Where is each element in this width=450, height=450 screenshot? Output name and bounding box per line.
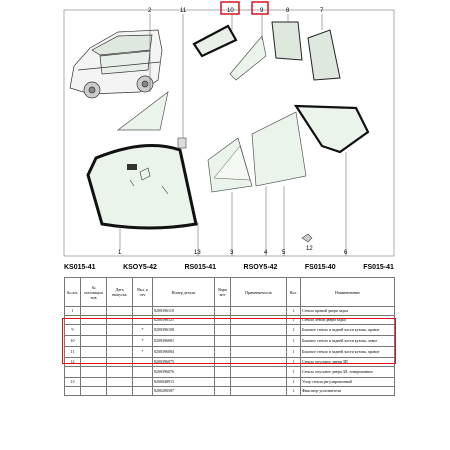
clip-part-13 [302,234,312,242]
model-code: KS015-41 [64,264,96,271]
callout-7: 7 [320,8,324,14]
model-code: FS015-40 [304,264,336,271]
row-name: Фиксатор уплотнителя [301,387,395,396]
callout-2: 2 [148,8,152,14]
row-part-number: 8200396075 [153,358,215,367]
row-position [65,387,81,396]
row-part-number: 8200396084 [153,347,215,358]
callout-9: 9 [260,8,264,14]
tailgate-glass-left [308,30,340,80]
row-quantity: 1 [287,336,301,347]
row-name: Стекло левой двери задка [301,316,395,325]
row-include-mark [133,387,153,396]
row-quantity: 1 [287,358,301,367]
row-name: Боковое стекло в задней части кузова, правое [301,325,395,336]
header-release-date: Дата выпуска [107,278,133,307]
table-row [65,367,395,378]
row-release-date [107,367,133,378]
row-position: 1 [65,307,81,316]
callout-6: 6 [344,250,348,256]
callout-10: 10 [227,8,234,14]
tailgate-glass-right [272,22,302,60]
model-code: RS015-41 [184,264,216,271]
row-position: 9 [65,325,81,336]
row-name: Стекло правой двери задка [301,307,395,316]
row-position: 13 [65,378,81,387]
callout-12: 12 [306,246,313,252]
row-name: Боковое стекло в задней части кузова, правое [301,347,395,358]
front-quarter-glass [118,92,168,130]
callout-3: 3 [230,250,234,256]
row-name: Боковое стекло в задней части кузова, левое [301,336,395,347]
row-include-mark [133,367,153,378]
row-part-number: 8200396108 [153,325,215,336]
row-include-mark: * [133,325,153,336]
row-variant [215,307,231,316]
row-include-mark: * [133,347,153,358]
table-row [65,378,395,387]
row-include-mark [133,307,153,316]
row-variant [215,378,231,387]
row-applicability [231,367,287,378]
row-quantity: 1 [287,347,301,358]
header-name: Наименование [301,278,395,307]
row-variant [215,367,231,378]
row-part-number: 8200396081 [153,336,215,347]
row-position: 10 [65,336,81,347]
row-release-date [107,387,133,396]
row-name: Стекло опускное двери ЗП [301,358,395,367]
rear-side-glass-9 [230,36,266,80]
row-quantity: 1 [287,367,301,378]
table-header-row [65,278,395,307]
row-applicability [231,387,287,396]
callout-1: 1 [118,250,122,256]
model-code: RSOY5-42 [243,264,278,271]
row-name: Стекло опускное двери ЗЛ, тонированное [301,367,395,378]
row-position: 11 [65,347,81,358]
model-code: FS015-41 [363,264,394,271]
header-subposition: № попозиции нов [81,278,107,307]
row-position: 12 [65,358,81,367]
model-codes-bar [64,262,394,274]
callout-13: 13 [194,250,201,256]
row-quantity: 1 [287,325,301,336]
callout-11: 11 [180,8,187,14]
windshield-glass [88,146,196,229]
car-illustration [70,30,162,98]
row-subposition [81,367,107,378]
row-quantity: 1 [287,316,301,325]
row-include-mark: * [133,336,153,347]
row-part-number: 8200396118 [153,307,215,316]
callout-4: 4 [264,250,268,256]
row-quantity: 1 [287,387,301,396]
row-quantity: 1 [287,378,301,387]
rear-side-glass-10 [194,26,236,56]
header-include: Вкл. к отч [133,278,153,307]
row-quantity: 1 [287,307,301,316]
row-part-number: 8200396121 [153,316,215,325]
callout-8: 8 [286,8,290,14]
table-row [65,307,395,316]
row-name: Упор стекла регулировочный [301,378,395,387]
row-applicability [231,307,287,316]
row-part-number: 8200396076 [153,367,215,378]
header-variant: Вари ант [215,278,231,307]
row-position [65,367,81,378]
row-subposition [81,307,107,316]
row-release-date [107,307,133,316]
clip-part-12 [178,138,186,148]
model-code: KSOY5-42 [123,264,157,271]
row-applicability [231,378,287,387]
header-part-number: Номер детали [153,278,215,307]
row-part-number: 8200048913 [153,378,215,387]
header-quantity: Кол. [287,278,301,307]
row-include-mark [133,378,153,387]
header-applicability: Применяемость [231,278,287,307]
callout-5: 5 [282,250,286,256]
row-release-date [107,378,133,387]
rear-door-glass [252,112,306,186]
row-subposition [81,387,107,396]
row-part-number: 8200200587 [153,387,215,396]
header-position: № поз. [65,278,81,307]
table-row [65,387,395,396]
highlight-rows-9-11 [62,318,396,364]
rear-quarter-glass [296,106,368,152]
row-subposition [81,378,107,387]
row-variant [215,387,231,396]
